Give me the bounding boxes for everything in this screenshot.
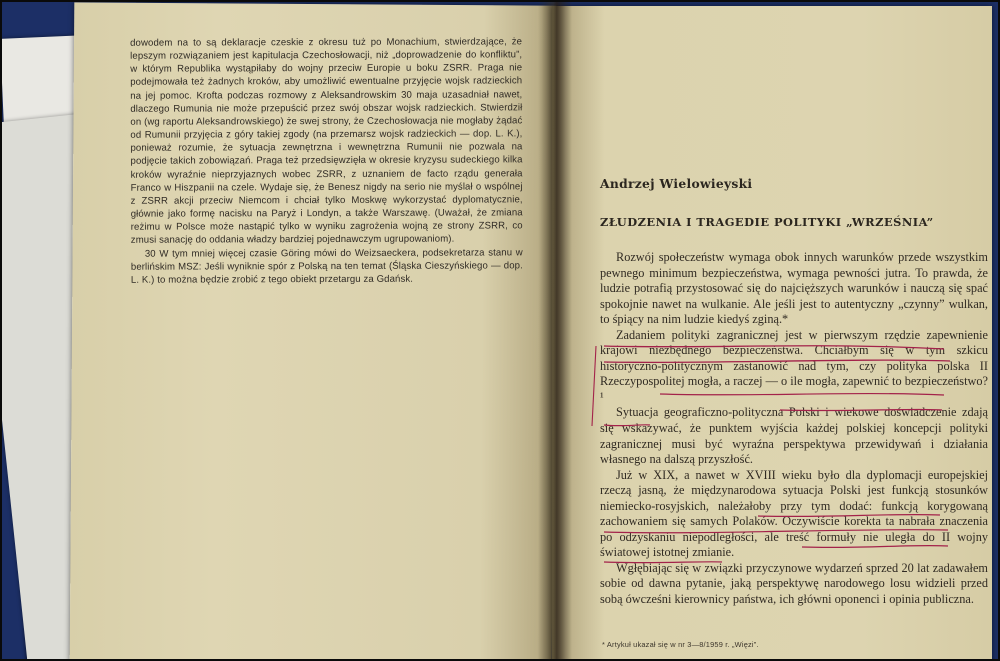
margin-bracket (592, 346, 596, 426)
right-page (552, 6, 992, 661)
left-paragraph: dowodem na to są deklaracje czeskie z okresu tuż po Monachium, stwierdzające, że lepszym rozwiązaniem jest kapitulacja Czechosłowacji, niż „doprowadzenie do konfliktu”, w którym Republika wystąpiłaby do wojny przeciw Europie u boku ZSRR. Praga nie podejmowała też żadnych kroków, aby umożliwić ewentualne przyjęcie wojsk radzieckich na jej pomoc. Krofta podczas rozmowy z Aleksandrowskim 30 maja uzasadniał nawet, dlaczego Rumunia nie może przepuścić przez swój obszar wojsk radzieckich. Stwierdził on (wg raportu Aleksandrowskiego) że swej strony, że Czechosłowacja nie mogłaby żądać od Rumunii przyjęcia z góry takiej zgody (na przemarsz wojsk radzieckich — dop. L. K.), ponieważ rozumie, że sytuacja zewnętrzna i wewnętrzna Rumunii nie pozwala na podjęcie takich zobowiązań. Praga też przedsięwzięła w okresie kryzysu sudeckiego kilka kroków wyraźnie nieprzyjaznych wobec ZSRR, z uznaniem de facto rządu generała Franco w Hiszpanii na czele. Wydaje się, że Benesz nigdy na serio nie myślał o wspólnej z ZSRR akcji przeciw Niemcom i chciał tylko Moskwę wykorzystać dyplomatycznie, głównie jako formę nacisku na Paryż i Londyn, a także Warszawę. (Uważał, że zmiana reżimu w Polsce może nastąpić tylko w wyniku zagrożenia wojną ze strony ZSRR, co zmusi sanację do oddania władzy bardziej pojednawczym ugrupowaniom). (130, 36, 523, 247)
article-body (600, 250, 988, 608)
article-footnote: * Artykuł ukazał się w nr 3—8/1959 r. „Więzi”. (602, 640, 759, 649)
body-paragraph: Już w XIX, a nawet w XVIII wieku było dla dyplomacji europejskiej rzeczą jasną, że międzynarodowa sytuacja Polski jest funkcją stosunków niemiecko-rosyjskich, należałoby przy tym dodać: funkcją korygowaną zachowaniem się samych Polaków. Oczywiście korekta ta nabrała znaczenia po odzyskaniu niepodległości, ale treść formuły nie uległa do II wojny światowej istotnej zmianie. (600, 467, 988, 560)
article-author: Andrzej Wielowieyski (600, 176, 753, 191)
left-page-text (130, 35, 523, 286)
body-paragraph: Zadaniem polityki zagranicznej jest w pierwszym rzędzie zapewnienie krajowi niezbędnego bezpieczeństwa. Chciałbym się w tym szkicu historyczno-politycznym zastanowić nad tym, czy polityka polska II Rzeczypospolitej mogła, a raczej — o ile mogła, zapewnić to bezpieczeństwo?¹ (600, 327, 988, 404)
left-page (70, 2, 557, 661)
body-paragraph: Rozwój społeczeństw wymaga obok innych warunków przede wszystkim pewnego minimum bezpieczeństwa, wymaga pewności jutra. To prawda, że ludzie potrafią przystosować się do najcięższych warunków i nauczą się spać spokojnie nawet na wulkanie. Ale jeśli jest to autentyczny „czynny” wulkan, to śpiący na nim ludzie kiedyś zginą.* (600, 250, 988, 327)
body-paragraph: Sytuacja geograficzno-polityczna Polski i wiekowe doświadczenie zdają się wskazywać, że punktem wyjścia każdej polskiej koncepcji polityki zagranicznej musi być wyraźna perspektywa przewidywań i działania własnego na dalszą przyszłość. (600, 405, 988, 467)
body-paragraph: Wgłębiając się w związki przyczynowe wydarzeń sprzed 20 lat zadawałem sobie od dawna pytanie, jaką perspektywę narodowego losu widzieli przed sobą ówcześni kierownicy państwa, ich główni oponenci i opinia publiczna. (600, 560, 988, 607)
left-footnote-30: 30 W tym mniej więcej czasie Göring mówi do Weizsaeckera, podsekretarza stanu w berlińskim MSZ: Jeśli wyniknie spór z Polską na ten temat (Śląska Cieszyńskiego — dop. L. K.) to można będzie zrobić z tego obiekt przetargu za Gdańsk. (130, 246, 523, 286)
article-title: ZŁUDZENIA I TRAGEDIE POLITYKI „WRZEŚNIA” (600, 215, 934, 229)
book-gutter (538, 0, 572, 661)
